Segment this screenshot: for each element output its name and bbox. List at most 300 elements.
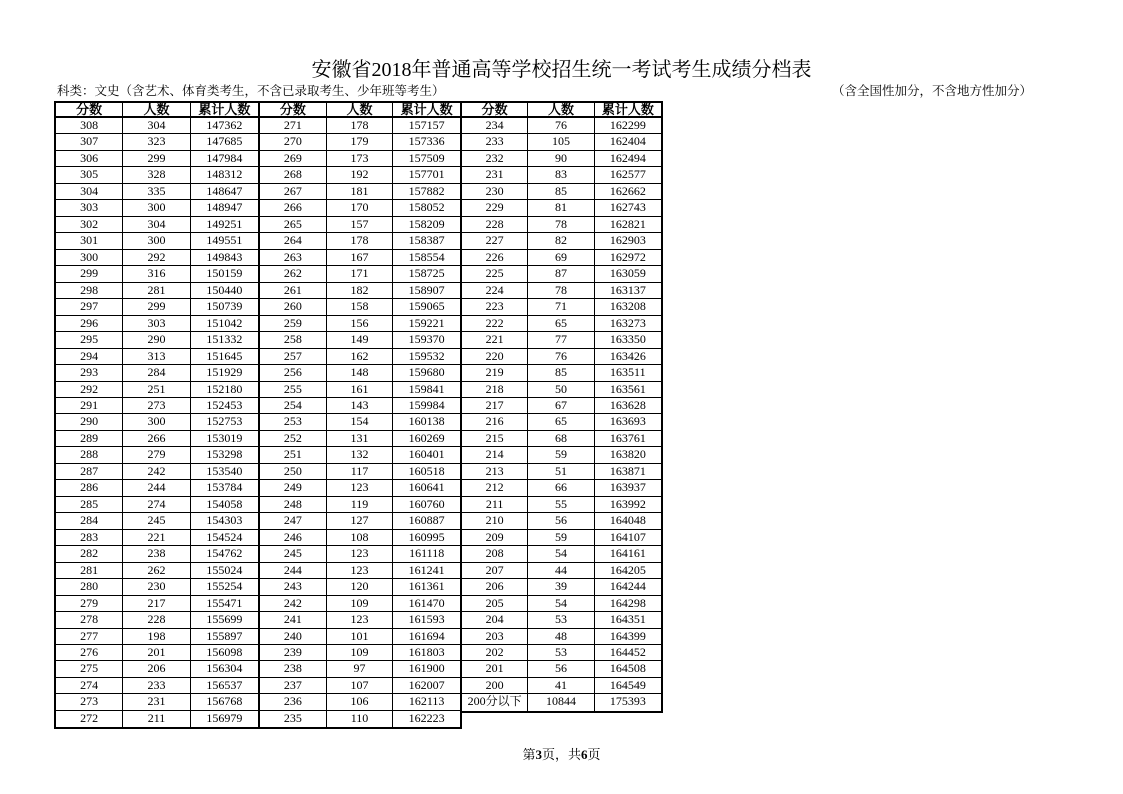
score-cell: 296 [56, 316, 123, 331]
score-cell: 268 [260, 167, 327, 182]
cumulative-cell: 161694 [408, 628, 445, 643]
count-cell: 262 [123, 563, 190, 578]
score-cell: 218 [462, 382, 528, 397]
table-row [462, 596, 661, 612]
table-row [260, 530, 460, 546]
count-cell: 171 [327, 266, 394, 281]
table-row [260, 332, 460, 348]
score-cell: 279 [56, 596, 123, 611]
table-row [56, 694, 258, 710]
score-cell: 257 [260, 349, 327, 364]
count-cell: 127 [327, 513, 394, 528]
cumulative-cell: 156768 [206, 694, 243, 709]
cumulative-cell: 163937 [609, 480, 646, 495]
table-row [56, 200, 258, 216]
score-cell: 248 [260, 497, 327, 512]
cumulative-cell: 160641 [408, 480, 445, 495]
table-row [462, 365, 661, 381]
table-row [260, 513, 460, 529]
count-cell: 228 [123, 612, 190, 627]
table-row [462, 316, 661, 332]
table-group-1 [54, 101, 260, 729]
cumulative-cell: 149551 [206, 233, 243, 248]
cumulative-cell: 153298 [206, 447, 243, 462]
table-row [56, 151, 258, 167]
cumulative-cell: 159370 [408, 332, 445, 347]
count-cell: 131 [327, 431, 394, 446]
table-row [462, 217, 661, 233]
score-cell: 200 [462, 678, 528, 693]
table-row [260, 464, 460, 480]
cumulative-cell: 160269 [408, 430, 445, 445]
table-row [56, 414, 258, 430]
cumulative-cell: 159065 [408, 299, 445, 314]
cumulative-cell: 154058 [206, 496, 243, 511]
header-cumulative: 累计人数 [400, 103, 453, 116]
score-cell: 215 [462, 431, 528, 446]
score-cell: 209 [462, 530, 528, 545]
score-cell: 307 [56, 134, 123, 149]
score-cell: 288 [56, 447, 123, 462]
count-cell: 56 [528, 513, 594, 528]
score-cell: 299 [56, 266, 123, 281]
cumulative-cell: 162007 [408, 677, 445, 692]
table-row [462, 200, 661, 216]
table-row [56, 612, 258, 628]
score-cell: 272 [56, 711, 123, 727]
count-cell: 54 [528, 546, 594, 561]
count-cell: 335 [123, 184, 190, 199]
table-row [260, 612, 460, 628]
table-row [462, 694, 661, 710]
cumulative-cell: 152180 [206, 381, 243, 396]
cumulative-cell: 164549 [609, 677, 646, 692]
count-cell: 274 [123, 497, 190, 512]
table-row [462, 579, 661, 595]
score-cell: 302 [56, 217, 123, 232]
count-cell: 123 [327, 546, 394, 561]
cumulative-cell: 163820 [609, 447, 646, 462]
score-cell: 224 [462, 283, 528, 298]
count-cell: 68 [528, 431, 594, 446]
footer-middle: 页，共 [541, 747, 581, 762]
table-row [462, 184, 661, 200]
count-cell: 76 [528, 118, 594, 133]
score-cell: 200分以下 [462, 694, 528, 710]
page-number: 3 [535, 747, 542, 762]
count-cell: 123 [327, 612, 394, 627]
score-cell: 212 [462, 480, 528, 495]
count-cell: 69 [528, 250, 594, 265]
score-cell: 220 [462, 349, 528, 364]
table-row [462, 167, 661, 183]
table-row [462, 678, 661, 694]
cumulative-cell: 155897 [206, 628, 243, 643]
cumulative-cell: 163761 [609, 430, 646, 445]
count-cell: 251 [123, 382, 190, 397]
table-row [56, 596, 258, 612]
cumulative-cell: 154762 [206, 546, 243, 561]
score-cell: 275 [56, 661, 123, 676]
score-cell: 228 [462, 217, 528, 232]
count-cell: 110 [327, 711, 394, 727]
score-cell: 264 [260, 233, 327, 248]
count-cell: 300 [123, 414, 190, 429]
table-row [462, 513, 661, 529]
table-row [56, 711, 258, 727]
table-row [56, 217, 258, 233]
score-cell: 276 [56, 645, 123, 660]
score-cell: 261 [260, 283, 327, 298]
cumulative-cell: 160760 [408, 496, 445, 511]
cumulative-cell: 156979 [206, 710, 243, 725]
count-cell: 82 [528, 233, 594, 248]
table-row [56, 118, 258, 134]
cumulative-cell: 155471 [206, 595, 243, 610]
table-header-row [56, 103, 258, 118]
table-row [260, 283, 460, 299]
count-cell: 198 [123, 629, 190, 644]
count-cell: 211 [123, 711, 190, 727]
score-cell: 267 [260, 184, 327, 199]
score-cell: 250 [260, 464, 327, 479]
cumulative-cell: 162903 [609, 233, 646, 248]
table-row [260, 184, 460, 200]
score-cell: 265 [260, 217, 327, 232]
cumulative-cell: 150440 [206, 282, 243, 297]
score-cell: 300 [56, 250, 123, 265]
count-cell: 299 [123, 151, 190, 166]
count-cell: 10844 [528, 694, 594, 710]
score-cell: 283 [56, 530, 123, 545]
count-cell: 242 [123, 464, 190, 479]
score-cell: 260 [260, 299, 327, 314]
table-row [56, 661, 258, 677]
table-row [462, 398, 661, 414]
cumulative-cell: 156304 [206, 661, 243, 676]
count-cell: 143 [327, 398, 394, 413]
cumulative-cell: 157157 [408, 118, 445, 132]
header-count: 人数 [528, 103, 594, 116]
count-cell: 85 [528, 365, 594, 380]
cumulative-cell: 149251 [206, 216, 243, 231]
count-cell: 201 [123, 645, 190, 660]
count-cell: 230 [123, 579, 190, 594]
table-row [56, 513, 258, 529]
table-row [56, 316, 258, 332]
score-cell: 241 [260, 612, 327, 627]
table-row [56, 184, 258, 200]
cumulative-cell: 151645 [206, 348, 243, 363]
score-cell: 289 [56, 431, 123, 446]
table-row [260, 563, 460, 579]
cumulative-cell: 156098 [206, 645, 243, 659]
table-row [56, 678, 258, 694]
cumulative-cell: 157701 [408, 167, 445, 182]
table-row [56, 266, 258, 282]
table-row [56, 299, 258, 315]
table-row [56, 464, 258, 480]
table-row [462, 497, 661, 513]
count-cell: 76 [528, 349, 594, 364]
table-row [56, 233, 258, 249]
score-cell: 234 [462, 118, 528, 133]
count-cell: 328 [123, 167, 190, 182]
cumulative-cell: 164508 [609, 661, 646, 676]
cumulative-cell: 147362 [206, 118, 243, 132]
cumulative-cell: 159532 [408, 348, 445, 363]
count-cell: 303 [123, 316, 190, 331]
score-cell: 258 [260, 332, 327, 347]
cumulative-cell: 155254 [206, 579, 243, 594]
count-cell: 50 [528, 382, 594, 397]
count-cell: 123 [327, 563, 394, 578]
table-row [260, 414, 460, 430]
table-row [260, 233, 460, 249]
cumulative-cell: 164048 [609, 513, 646, 528]
cumulative-cell: 163273 [609, 315, 646, 330]
header-score: 分数 [56, 103, 123, 116]
score-cell: 235 [260, 711, 327, 727]
table-row [260, 645, 460, 661]
cumulative-cell: 159680 [408, 365, 445, 380]
score-cell: 214 [462, 447, 528, 462]
count-cell: 87 [528, 266, 594, 281]
count-cell: 101 [327, 629, 394, 644]
score-cell: 203 [462, 629, 528, 644]
header-count: 人数 [123, 103, 190, 116]
score-cell: 244 [260, 563, 327, 578]
table-row [260, 365, 460, 381]
score-cell: 278 [56, 612, 123, 627]
score-cell: 270 [260, 134, 327, 149]
count-cell: 323 [123, 134, 190, 149]
count-cell: 178 [327, 233, 394, 248]
table-row [260, 596, 460, 612]
table-row [260, 217, 460, 233]
count-cell: 90 [528, 151, 594, 166]
cumulative-cell: 154524 [206, 529, 243, 544]
table-row [462, 266, 661, 282]
table-row [260, 711, 460, 727]
table-row [260, 661, 460, 677]
cumulative-cell: 163871 [609, 463, 646, 478]
cumulative-cell: 163208 [609, 299, 646, 314]
score-cell: 204 [462, 612, 528, 627]
table-row [56, 645, 258, 661]
table-row [462, 431, 661, 447]
count-cell: 182 [327, 283, 394, 298]
table-row [462, 349, 661, 365]
count-cell: 59 [528, 530, 594, 545]
count-cell: 281 [123, 283, 190, 298]
cumulative-cell: 162494 [609, 150, 646, 165]
table-row [462, 546, 661, 562]
count-cell: 217 [123, 596, 190, 611]
count-cell: 245 [123, 513, 190, 528]
cumulative-cell: 151332 [206, 332, 243, 347]
cumulative-cell: 155024 [206, 562, 243, 577]
page-footer [0, 747, 1123, 763]
count-cell: 65 [528, 414, 594, 429]
score-cell: 254 [260, 398, 327, 413]
score-cell: 247 [260, 513, 327, 528]
count-cell: 78 [528, 217, 594, 232]
score-cell: 252 [260, 431, 327, 446]
table-row [56, 250, 258, 266]
cumulative-cell: 148312 [206, 167, 243, 182]
header-cumulative: 累计人数 [601, 103, 654, 116]
score-cell: 231 [462, 167, 528, 182]
cumulative-cell: 162972 [609, 249, 646, 264]
score-cell: 303 [56, 200, 123, 215]
table-row [56, 447, 258, 463]
count-cell: 97 [327, 661, 394, 676]
cumulative-cell: 158907 [408, 282, 445, 297]
score-cell: 282 [56, 546, 123, 561]
cumulative-cell: 147984 [206, 150, 243, 165]
score-cell: 207 [462, 563, 528, 578]
cumulative-cell: 162743 [609, 200, 646, 215]
table-row [462, 250, 661, 266]
score-cell: 293 [56, 365, 123, 380]
count-cell: 156 [327, 316, 394, 331]
table-row [260, 497, 460, 513]
score-cell: 216 [462, 414, 528, 429]
count-cell: 173 [327, 151, 394, 166]
count-cell: 65 [528, 316, 594, 331]
count-cell: 81 [528, 200, 594, 215]
cumulative-cell: 158554 [408, 249, 445, 264]
count-cell: 53 [528, 612, 594, 627]
count-cell: 304 [123, 217, 190, 232]
table-row [56, 480, 258, 496]
table-row [260, 200, 460, 216]
score-cell: 304 [56, 184, 123, 199]
table-row [260, 629, 460, 645]
header-cumulative: 累计人数 [198, 103, 251, 116]
count-cell: 67 [528, 398, 594, 413]
cumulative-cell: 154303 [206, 513, 243, 528]
table-row [260, 299, 460, 315]
score-cell: 290 [56, 414, 123, 429]
count-cell: 192 [327, 167, 394, 182]
score-cell: 242 [260, 596, 327, 611]
cumulative-cell: 163350 [609, 332, 646, 347]
cumulative-cell: 164298 [609, 595, 646, 610]
count-cell: 109 [327, 596, 394, 611]
cumulative-cell: 161803 [408, 645, 445, 659]
score-cell: 243 [260, 579, 327, 594]
count-cell: 117 [327, 464, 394, 479]
score-cell: 245 [260, 546, 327, 561]
count-cell: 53 [528, 645, 594, 660]
count-cell: 157 [327, 217, 394, 232]
score-cell: 222 [462, 316, 528, 331]
cumulative-cell: 163426 [609, 348, 646, 363]
score-cell: 208 [462, 546, 528, 561]
cumulative-cell: 161470 [408, 595, 445, 610]
cumulative-cell: 163059 [609, 266, 646, 281]
score-cell: 291 [56, 398, 123, 413]
count-cell: 299 [123, 299, 190, 314]
count-cell: 77 [528, 332, 594, 347]
count-cell: 206 [123, 661, 190, 676]
score-cell: 277 [56, 629, 123, 644]
cumulative-cell: 163628 [609, 397, 646, 412]
table-row [56, 497, 258, 513]
table-header-row [260, 103, 460, 118]
cumulative-cell: 153019 [206, 430, 243, 445]
cumulative-cell: 163137 [609, 282, 646, 297]
score-cell: 221 [462, 332, 528, 347]
table-header-row [462, 103, 661, 118]
cumulative-cell: 158387 [408, 233, 445, 248]
page-title: 安徽省2018年普通高等学校招生统一考试考生成绩分档表 [311, 59, 812, 81]
score-cell: 284 [56, 513, 123, 528]
count-cell: 106 [327, 694, 394, 709]
table-row [260, 382, 460, 398]
score-cell: 273 [56, 694, 123, 709]
table-row [260, 431, 460, 447]
count-cell: 78 [528, 283, 594, 298]
count-cell: 162 [327, 349, 394, 364]
score-cell: 227 [462, 233, 528, 248]
count-cell: 179 [327, 134, 394, 149]
table-row [462, 480, 661, 496]
score-cell: 274 [56, 678, 123, 693]
count-cell: 41 [528, 678, 594, 693]
score-cell: 295 [56, 332, 123, 347]
table-row [260, 447, 460, 463]
score-cell: 232 [462, 151, 528, 166]
score-cell: 202 [462, 645, 528, 660]
cumulative-cell: 150159 [206, 266, 243, 281]
cumulative-cell: 161118 [409, 546, 445, 561]
table-row [56, 629, 258, 645]
count-cell: 149 [327, 332, 394, 347]
score-cell: 223 [462, 299, 528, 314]
table-row [462, 414, 661, 430]
cumulative-cell: 162299 [609, 118, 646, 132]
category-subtitle: 科类：文史（含艺术、体育类考生，不含已录取考生、少年班等考生） [57, 84, 445, 98]
cumulative-cell: 163561 [609, 381, 646, 396]
table-row [56, 349, 258, 365]
cumulative-cell: 158209 [408, 216, 445, 231]
cumulative-cell: 160401 [408, 447, 445, 462]
score-cell: 229 [462, 200, 528, 215]
score-cell: 249 [260, 480, 327, 495]
table-row [56, 382, 258, 398]
table-row [260, 167, 460, 183]
score-cell: 259 [260, 316, 327, 331]
table-row [56, 530, 258, 546]
cumulative-cell: 151042 [206, 315, 243, 330]
cumulative-cell: 163992 [609, 496, 646, 511]
count-cell: 123 [327, 480, 394, 495]
cumulative-cell: 160887 [408, 513, 445, 528]
footer-suffix: 页 [587, 747, 601, 762]
table-row [462, 612, 661, 628]
score-cell: 201 [462, 661, 528, 676]
score-cell: 255 [260, 382, 327, 397]
count-cell: 120 [327, 579, 394, 594]
score-cell: 213 [462, 464, 528, 479]
cumulative-cell: 155699 [206, 612, 243, 627]
score-cell: 246 [260, 530, 327, 545]
count-cell: 178 [327, 118, 394, 133]
count-cell: 56 [528, 661, 594, 676]
